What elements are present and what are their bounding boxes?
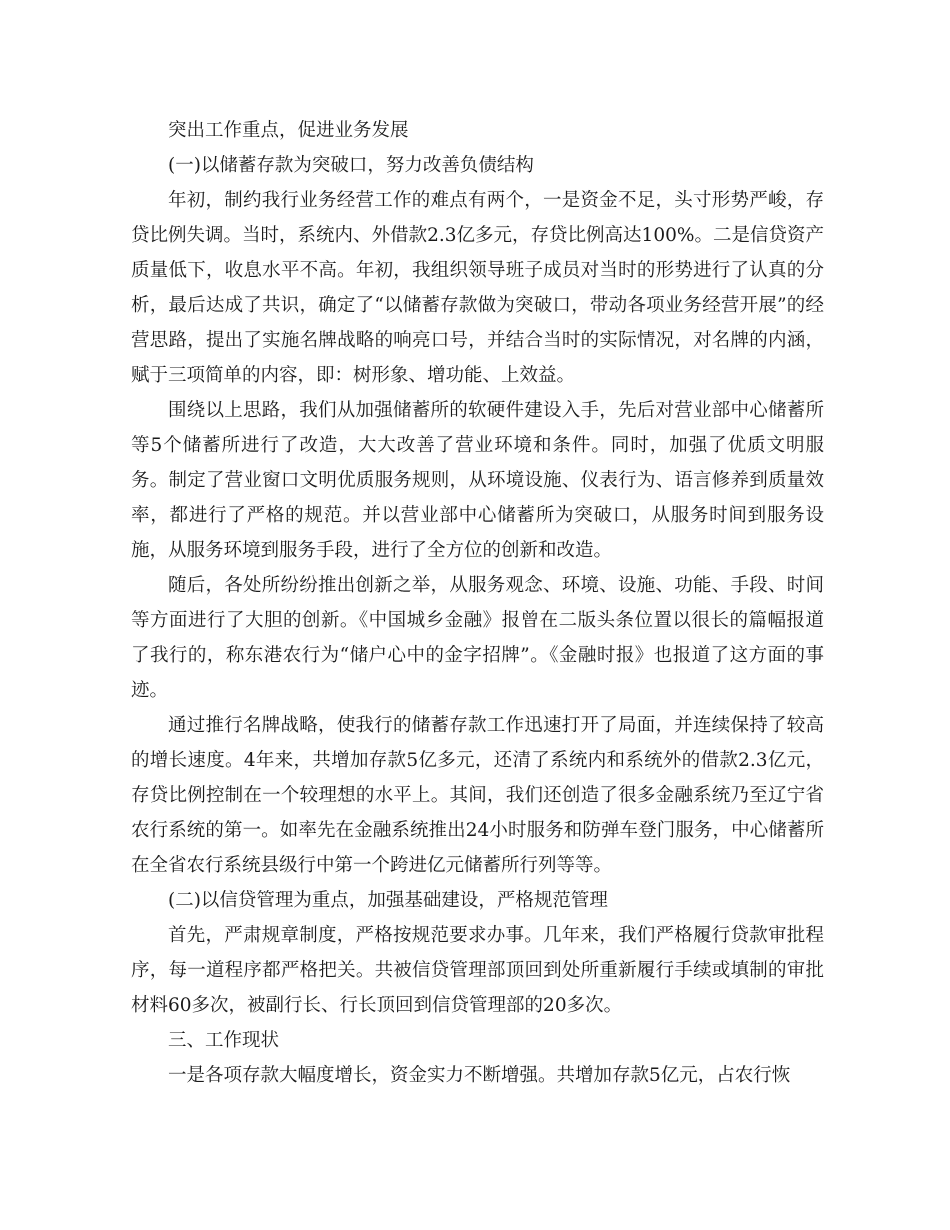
body-paragraph: 一是各项存款大幅度增长，资金实力不断增强。共增加存款5亿元，占农行恢 <box>168 1065 791 1086</box>
body-paragraph: 随后，各处所纷纷推出创新之举，从服务观念、环境、设施、功能、手段、时间等方面进行了大胆的创新。《中国城乡金融》报曾在二版头条位置以很长的篇幅报道了我行的，称东港农行为“储户心中的金字招牌”。《金融时报》也报道了这方面的事迹。 <box>131 575 824 701</box>
body-paragraph: 通过推行名牌战略，使我行的储蓄存款工作迅速打开了局面，并连续保持了较高的增长速度。4年来，共增加存款5亿多元，还清了系统内和系统外的借款2.3亿元，存贷比例控制在一个较理想的水平上。其间，我们还创造了很多金融系统乃至辽宁省农行系统的第一。如率先在金融系统推出24小时服务和防弹车登门服务，中心储蓄所在全省农行系统县级行中第一个跨进亿元储蓄所行列等等。 <box>131 715 824 876</box>
subsection-heading: (一)以储蓄存款为突破口，努力改善负债结构 <box>168 155 534 176</box>
body-paragraph: 年初，制约我行业务经营工作的难点有两个，一是资金不足，头寸形势严峻，存贷比例失调。当时，系统内、外借款2.3亿多元，存贷比例高达100%。二是信贷资产质量低下，收息水平不高。年初，我组织领导班子成员对当时的形势进行了认真的分析，最后达成了共识，确定了“以储蓄存款做为突破口，带动各项业务经营开展”的经营思路，提出了实施名牌战略的响亮口号，并结合当时的实际情况，对名牌的内涵，赋于三项简单的内容，即：树形象、增功能、上效益。 <box>131 190 824 386</box>
subsection-heading: (二)以信贷管理为重点，加强基础建设，严格规范管理 <box>168 890 608 911</box>
section-heading: 突出工作重点，促进业务发展 <box>168 120 409 141</box>
body-paragraph: 围绕以上思路，我们从加强储蓄所的软硬件建设入手，先后对营业部中心储蓄所等5个储蓄所进行了改造，大大改善了营业环境和条件。同时，加强了优质文明服务。制定了营业窗口文明优质服务规则，从环境设施、仪表行为、语言修养到质量效率，都进行了严格的规范。并以营业部中心储蓄所为突破口，从服务时间到服务设施，从服务环境到服务手段，进行了全方位的创新和改造。 <box>131 400 824 561</box>
document-body <box>131 113 824 1093</box>
body-paragraph: 首先，严肃规章制度，严格按规范要求办事。几年来，我们严格履行贷款审批程序，每一道程序都严格把关。共被信贷管理部顶回到处所重新履行手续或填制的审批材料60多次，被副行长、行长顶回到信贷管理部的20多次。 <box>131 925 824 1016</box>
section-heading: 三、工作现状 <box>168 1030 280 1051</box>
